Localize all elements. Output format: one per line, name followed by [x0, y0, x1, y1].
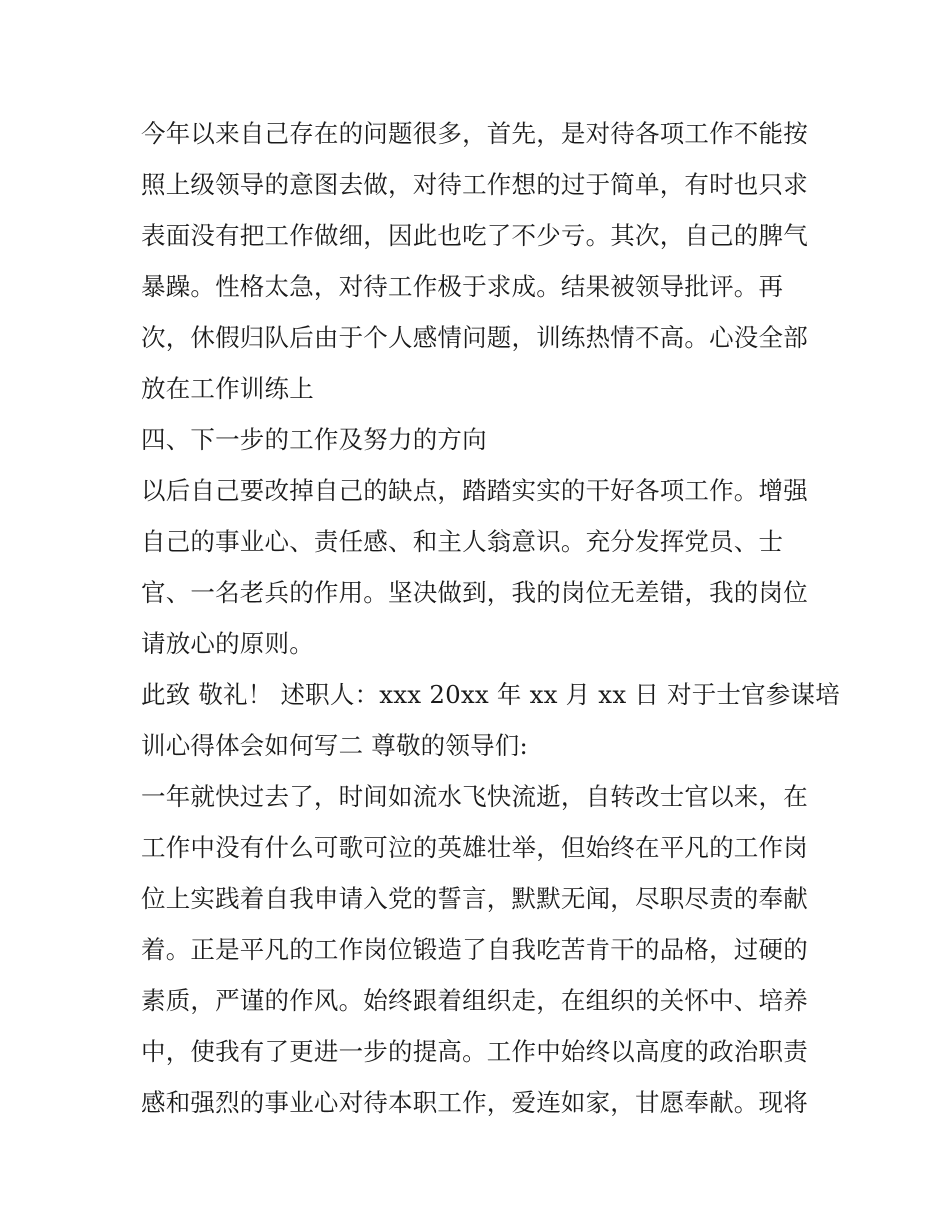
text-line: 照上级领导的意图去做，对待工作想的过于简单，有时也只求 [141, 170, 808, 199]
section-heading: 四、下一步的工作及努力的方向 [141, 425, 487, 454]
text-line: 放在工作训练上 [141, 374, 314, 403]
text-line: 工作中没有什么可歌可泣的英雄壮举，但始终在平凡的工作岗 [141, 833, 808, 862]
document-body [141, 108, 840, 1128]
text-line: 素质，严谨的作风。始终跟着组织走，在组织的关怀中、培养 [141, 986, 808, 1015]
text-line: 请放心的原则。 [141, 629, 314, 658]
text-line: 今年以来自己存在的问题很多，首先，是对待各项工作不能按 [141, 119, 808, 148]
text-line: 一年就快过去了，时间如流水飞快流逝，自转改士官以来，在 [141, 782, 808, 811]
text-line: 暴躁。性格太急，对待工作极于求成。结果被领导批评。再 [141, 272, 784, 301]
text-line: 次，休假归队后由于个人感情问题，训练热情不高。心没全部 [141, 323, 808, 352]
text-line: 中，使我有了更进一步的提高。工作中始终以高度的政治职责 [141, 1037, 808, 1066]
text-line: 位上实践着自我申请入党的誓言，默默无闻，尽职尽责的奉献 [141, 884, 808, 913]
text-line: 此致 敬礼！ 述职人：xxx 20xx 年 xx 月 xx 日 对于士官参谋培 [141, 680, 840, 709]
text-line: 自己的事业心、责任感、和主人翁意识。充分发挥党员、士 [141, 527, 784, 556]
text-line: 着。正是平凡的工作岗位锻造了自我吃苦肯干的品格，过硬的 [141, 935, 808, 964]
text-line: 感和强烈的事业心对待本职工作，爱连如家，甘愿奉献。现将 [141, 1088, 808, 1117]
text-line: 表面没有把工作做细，因此也吃了不少亏。其次，自己的脾气 [141, 221, 808, 250]
text-line: 训心得体会如何写二 尊敬的领导们: [141, 731, 528, 760]
text-line: 官、一名老兵的作用。坚决做到，我的岗位无差错，我的岗位 [141, 578, 808, 607]
text-line: 以后自己要改掉自己的缺点，踏踏实实的干好各项工作。增强 [141, 476, 808, 505]
